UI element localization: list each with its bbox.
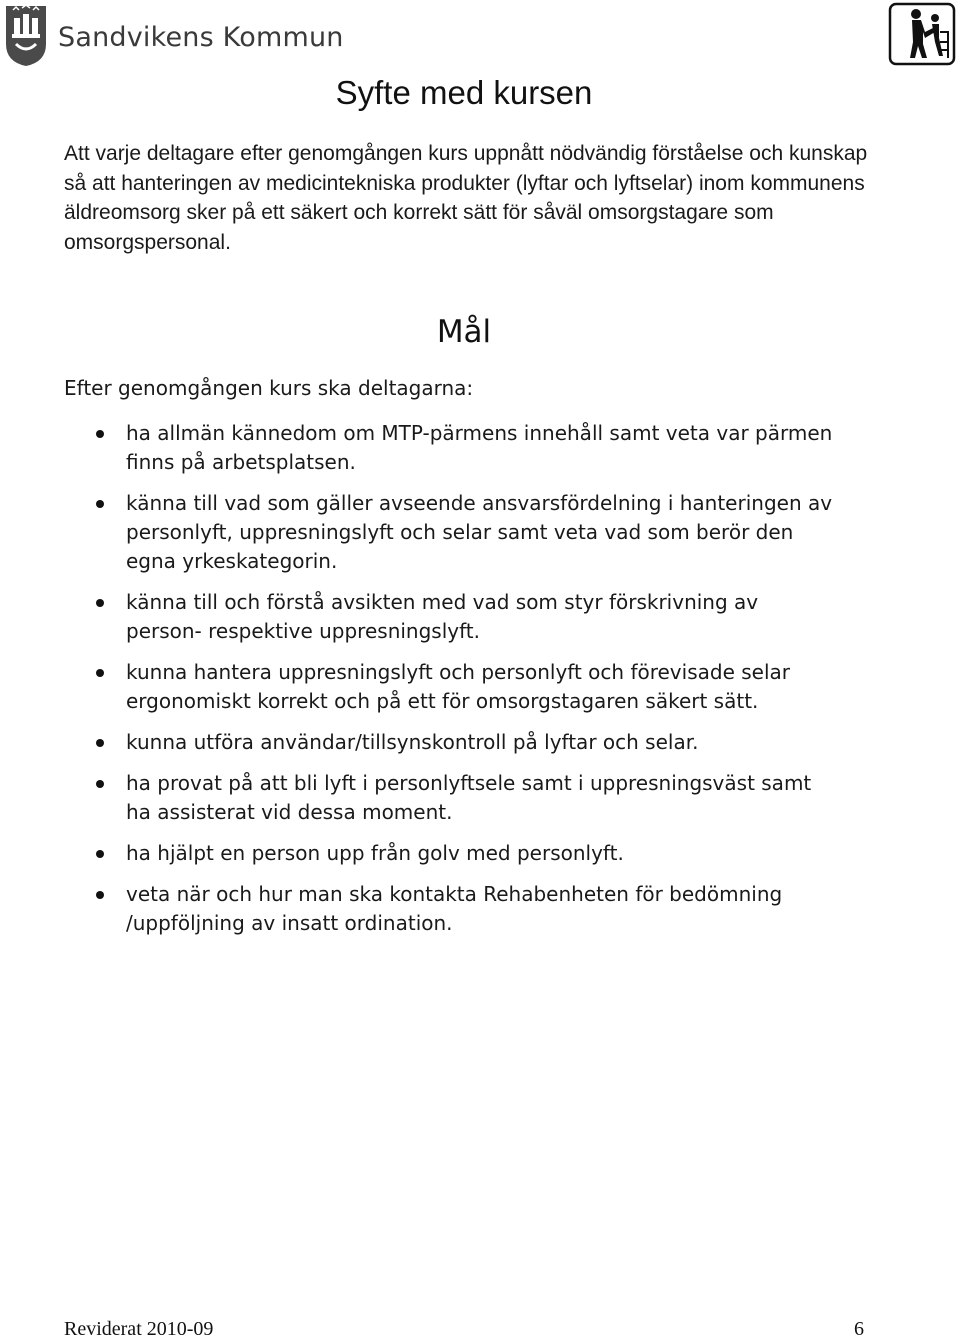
syfte-title: Syfte med kursen bbox=[335, 74, 593, 111]
list-item bbox=[64, 839, 834, 868]
goal-text: ha allmän kännedom om MTP-pärmens innehåll samt veta var pärmen finns på arbetsplatsen. bbox=[126, 421, 833, 474]
lift-pictogram-icon bbox=[888, 2, 956, 66]
bullet-icon bbox=[96, 891, 104, 899]
coat-of-arms-icon bbox=[4, 4, 48, 68]
revision-date: Reviderat 2010-09 bbox=[64, 1318, 214, 1340]
bullet-icon bbox=[96, 500, 104, 508]
org-name: Sandvikens Kommun bbox=[58, 21, 344, 53]
goal-text: känna till och förstå avsikten med vad som styr förskrivning av person- respektive uppresningslyft. bbox=[126, 590, 759, 643]
goal-text: kunna utföra användar/tillsynskontroll på lyftar och selar. bbox=[126, 730, 699, 754]
goal-text: känna till vad som gäller avseende ansvarsfördelning i hanteringen av personlyft, uppresningslyft och selar samt veta vad som berör den egna yrkeskategorin. bbox=[126, 491, 833, 573]
org-logo bbox=[4, 4, 344, 68]
list-item bbox=[64, 728, 834, 757]
goal-text: ha provat på att bli lyft i personlyftsele samt i uppresningsväst samt ha assisterat vid dessa moment. bbox=[126, 771, 812, 824]
list-item bbox=[64, 419, 834, 477]
goal-text: ha hjälpt en person upp från golv med personlyft. bbox=[126, 841, 624, 865]
list-item bbox=[64, 489, 834, 576]
bullet-icon bbox=[96, 599, 104, 607]
bullet-icon bbox=[96, 430, 104, 438]
page-number: 6 bbox=[854, 1318, 864, 1340]
bullet-icon bbox=[96, 850, 104, 858]
goal-list bbox=[64, 419, 834, 950]
mal-intro: Efter genomgången kurs ska deltagarna: bbox=[64, 376, 474, 400]
goal-text: veta när och hur man ska kontakta Rehabenheten för bedömning /uppföljning av insatt ordination. bbox=[126, 882, 783, 935]
bullet-icon bbox=[96, 669, 104, 677]
list-item bbox=[64, 588, 834, 646]
page-header bbox=[0, 0, 960, 80]
bullet-icon bbox=[96, 739, 104, 747]
mal-heading: Mål bbox=[436, 314, 492, 350]
list-item bbox=[64, 769, 834, 827]
bullet-icon bbox=[96, 780, 104, 788]
syfte-paragraph: Att varje deltagare efter genomgången kurs uppnått nödvändig förståelse och kunskap så att hanteringen av medicintekniska produkter (lyftar och lyftselar) inom kommunens äldreomsorg sker på ett säkert och korrekt sätt för såväl omsorgstagare som omsorgspersonal. bbox=[64, 142, 868, 254]
list-item bbox=[64, 658, 834, 716]
goal-text: kunna hantera uppresningslyft och personlyft och förevisade selar ergonomiskt korrekt och på ett för omsorgstagaren säkert sätt. bbox=[126, 660, 790, 713]
page-title bbox=[0, 74, 928, 112]
list-item bbox=[64, 880, 834, 938]
